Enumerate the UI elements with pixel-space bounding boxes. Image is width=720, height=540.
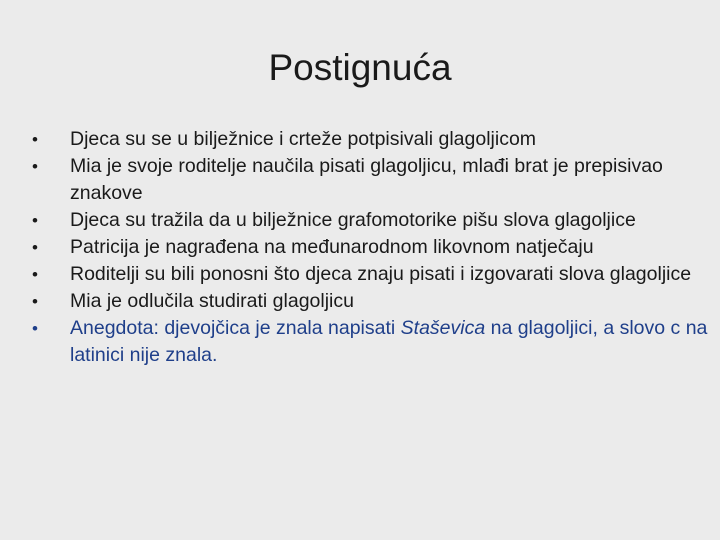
bullet-text: Mia je odlučila studirati glagoljicu [70,290,354,312]
bullet-list [32,126,712,369]
bullet-icon: • [32,265,38,284]
bullet-icon: • [32,238,38,257]
list-item [32,234,712,261]
list-item [32,207,712,234]
bullet-icon: • [32,130,38,149]
bullet-icon: • [32,319,38,338]
bullet-text: Djeca su tražila da u bilježnice grafomotorike pišu slova glagoljice [70,209,636,231]
anecdote-after: na glagoljici, a slovo c na latinici nije znala. [70,317,708,366]
anecdote-before: Anegdota: djevojčica je znala napisati [70,317,401,339]
list-item [32,288,712,315]
bullet-text: Patricija je nagrađena na međunarodnom likovnom natječaju [70,236,594,258]
slide-title: Postignuća [268,47,452,88]
bullet-text: Djeca su se u bilježnice i crteže potpisivali glagoljicom [70,128,537,150]
anecdote-item [32,315,712,369]
bullet-text: Mia je svoje roditelje naučila pisati glagoljicu, mlađi brat je prepisivao znakove [70,155,663,204]
bullet-icon: • [32,157,38,176]
list-item [32,153,712,207]
list-item [32,261,712,288]
anecdote-emphasis: Staševica [400,317,486,339]
anecdote-text [70,317,707,366]
bullet-icon: • [32,292,38,311]
bullet-icon: • [32,211,38,230]
list-item [32,126,712,153]
bullet-text: Roditelji su bili ponosni što djeca znaju pisati i izgovarati slova glagoljice [70,263,692,285]
